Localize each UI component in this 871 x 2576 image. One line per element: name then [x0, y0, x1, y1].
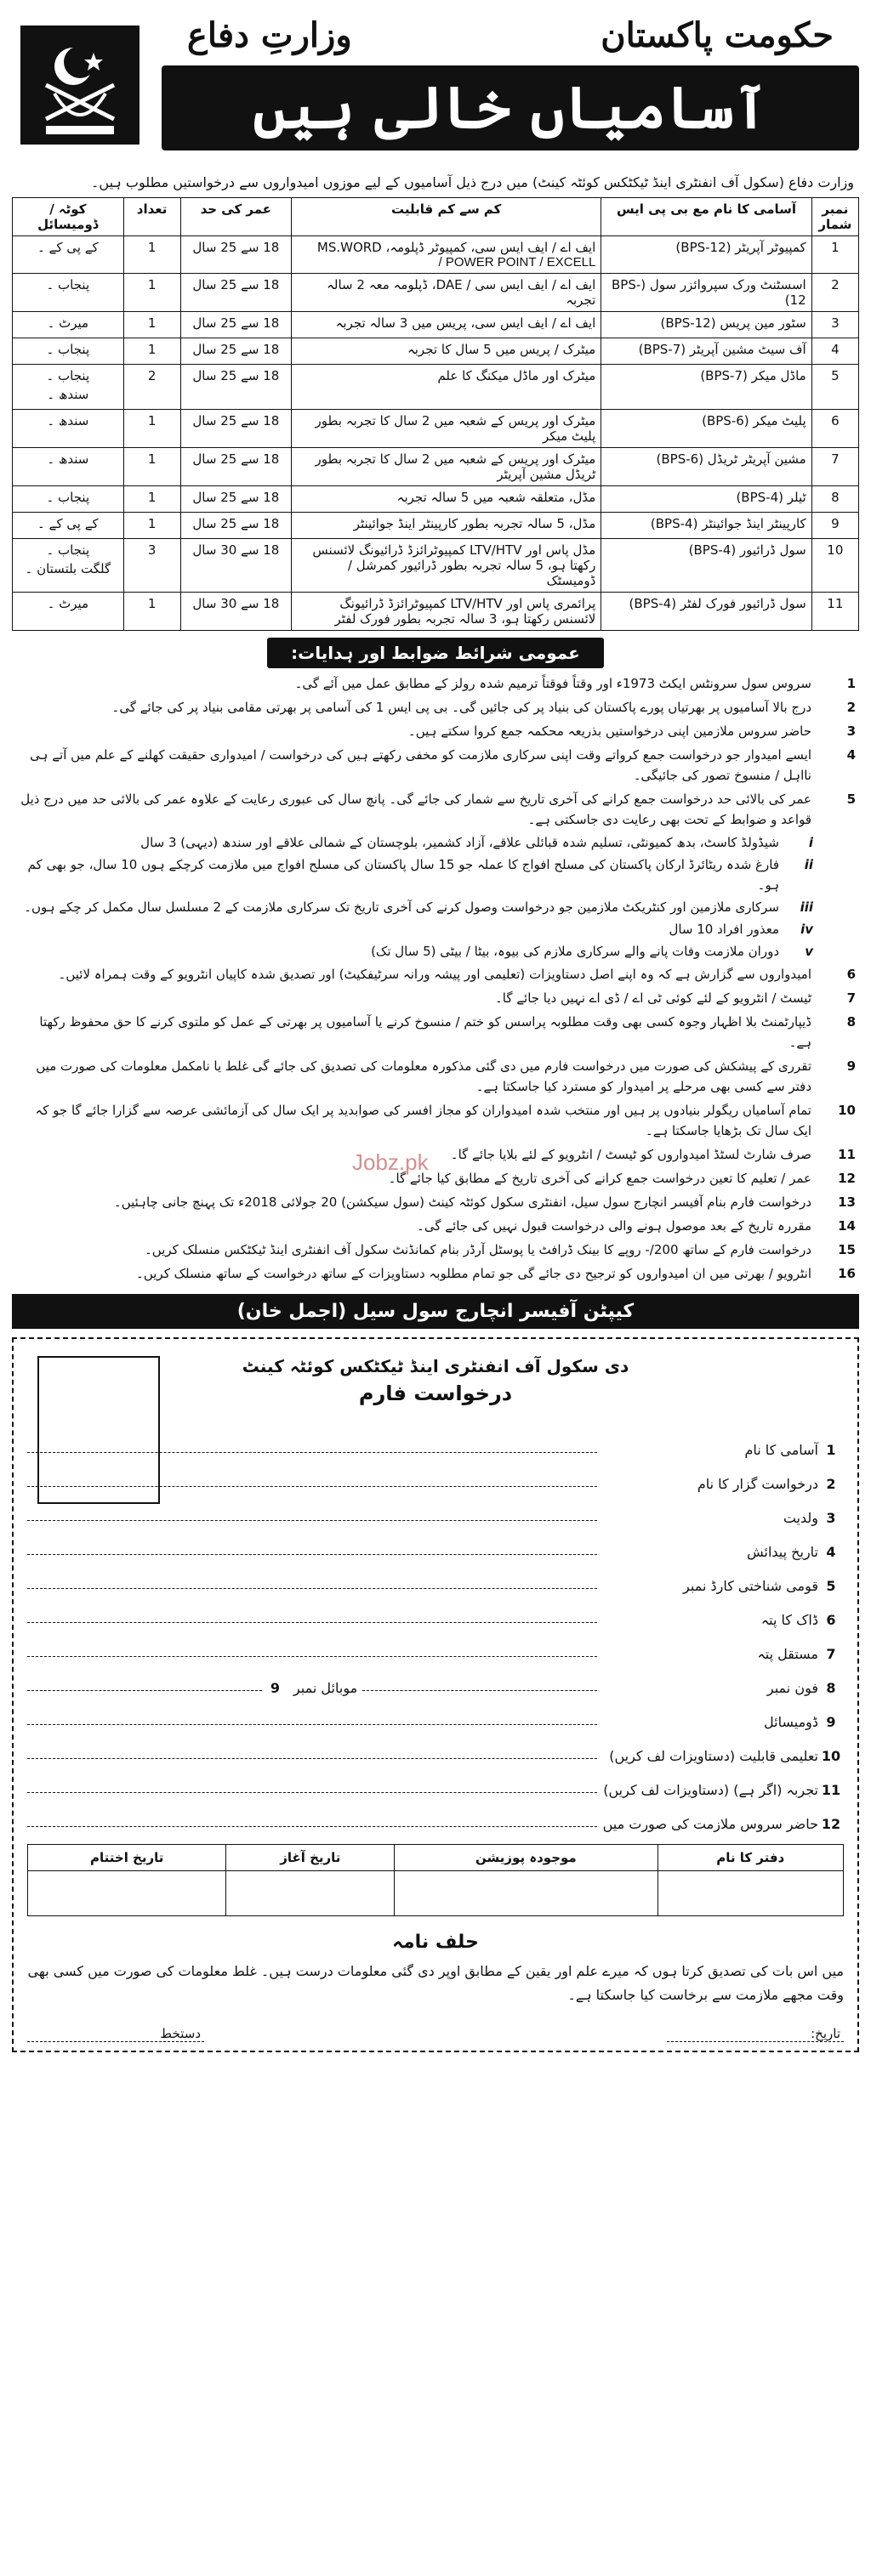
row-quantity: 1 — [123, 448, 180, 486]
service-cell[interactable] — [658, 1871, 844, 1916]
field-label: فون نمبر — [766, 1680, 818, 1696]
domicile-entry: پنجاب ۔ — [46, 368, 90, 383]
row-quantity: 3 — [123, 539, 180, 593]
condition-text: صرف شارٹ لسٹڈ امیدواروں کو ٹیسٹ / انٹرویو کے لئے بلایا جائے گا۔ — [450, 1147, 811, 1162]
condition-item — [12, 1143, 859, 1166]
condition-text: دوران ملازمت وفات پانے والے سرکاری ملازم کی بیوہ، بیٹا / بیٹی (5 سال تک) — [371, 944, 779, 959]
domicile-entry: پنجاب ۔ — [46, 542, 90, 558]
domicile-entry: میرٹ ۔ — [47, 596, 89, 611]
signature-row — [27, 2026, 844, 2042]
mobile-input-line[interactable] — [27, 1689, 262, 1691]
table-row — [13, 448, 859, 486]
qualification-text: ایف اے / ایف ایس سی، پریس میں 3 سالہ تجربہ — [335, 315, 596, 331]
field-number: 8 — [826, 1680, 836, 1696]
row-post-name: ماڈل میکر (BPS-7) — [601, 365, 811, 410]
intro-text: وزارت دفاع (سکول آف انفنٹری اینڈ ٹیکٹکس کوئٹہ کینٹ) میں درج ذیل آسامیوں کے لیے موزوں امیدواروں سے درخواستیں مطلوب ہیں۔ — [91, 174, 854, 190]
conditions-list — [12, 672, 859, 1285]
field-input-line[interactable] — [27, 1723, 597, 1725]
form-field-row — [27, 1764, 844, 1798]
field-input-line[interactable] — [27, 1519, 597, 1521]
row-post-name: سول ڈرائیور فورک لفٹر (BPS-4) — [601, 593, 811, 631]
table-row — [13, 365, 859, 410]
condition-item — [12, 1262, 859, 1285]
government-title: حکومت پاکستان — [601, 15, 834, 55]
row-num: 2 — [811, 274, 858, 312]
row-num: 9 — [811, 513, 858, 539]
field-number: 9 — [826, 1714, 836, 1730]
row-age-limit: 18 سے 25 سال — [180, 338, 292, 365]
qualification-text: میٹرک اور پریس کے شعبہ میں 2 سال کا تجربہ بطور ٹریڈل مشین آپریٹر — [315, 451, 596, 482]
condition-text: درج بالا آسامیوں پر بھرتیاں پورے پاکستان کی بنیاد پر کی جائیں گی۔ بی پی ایس 1 کی آسامی پر بھرتی مقامی بنیاد پر کی جائے گی۔ — [111, 700, 811, 715]
row-age-limit: 18 سے 25 سال — [180, 486, 292, 513]
row-post-name: ٹیلر (BPS-4) — [601, 486, 811, 513]
watermark-text: Jobz.pk — [352, 1149, 429, 1175]
qualification-text: میٹرک اور ماڈل میکنگ کا علم — [437, 368, 596, 383]
row-qualification — [292, 236, 601, 274]
condition-item — [12, 1054, 859, 1098]
table-row — [13, 274, 859, 312]
row-qualification — [292, 274, 601, 312]
table-row — [13, 593, 859, 631]
conditions-title-wrap — [12, 638, 859, 668]
field-label: حاضر سروس ملازمت کی صورت میں — [602, 1816, 818, 1832]
condition-text: امیدواروں سے گزارش ہے کہ وہ اپنے اصل دستاویزات (تعلیمی اور پیشہ ورانہ سرٹیفکیٹ) اور تصدیق شدہ کاپیاں انٹرویو کے وقت ہمراہ لائیں۔ — [58, 967, 811, 982]
vacancies-banner: آسامیاں خالی ہیں — [162, 65, 859, 150]
condition-number: 8 — [846, 1014, 856, 1030]
col-qty-header: تعداد — [123, 198, 180, 236]
row-num: 8 — [811, 486, 858, 513]
condition-item — [12, 695, 859, 719]
table-header-row — [13, 198, 859, 236]
service-col-header: موجودہ پوزیشن — [395, 1845, 658, 1871]
condition-item — [12, 986, 859, 1010]
row-qualification — [292, 448, 601, 486]
condition-text: ٹیسٹ / انٹرویو کے لئے کوئی ٹی اے / ڈی اے نہیں دیا جائے گا۔ — [494, 990, 811, 1006]
form-field-row — [27, 1798, 844, 1832]
condition-number: 6 — [846, 967, 856, 982]
row-domicile — [13, 410, 124, 448]
field-label: قومی شناختی کارڈ نمبر — [683, 1578, 818, 1594]
row-age-limit: 18 سے 25 سال — [180, 410, 292, 448]
condition-text: حاضر سروس ملازمین اپنی درخواستیں بذریعہ محکمہ جمع کروا سکتے ہیں۔ — [407, 723, 811, 739]
condition-number: 12 — [838, 1171, 856, 1186]
row-domicile — [13, 513, 124, 539]
row-post-name: سول ڈرائیور (BPS-4) — [601, 539, 811, 593]
col-age-header: عمر کی حد — [180, 198, 292, 236]
condition-item — [12, 1010, 859, 1054]
row-qualification — [292, 338, 601, 365]
row-domicile — [13, 338, 124, 365]
qualification-text: پرائمری پاس اور LTV/HTV کمپیوٹرائزڈ ڈرائیونگ لائسنس رکھتا ہو، 3 سالہ تجربہ بطور فورک لفٹر — [334, 596, 596, 627]
condition-text: سرکاری ملازمین اور کنٹریکٹ ملازمین جو درخواست وصول کرنے کی آخری تاریخ تک سرکاری ملازمت کے 2 مسلسل سال مکمل کر چکے ہوں۔ — [24, 899, 779, 915]
row-age-limit: 18 سے 25 سال — [180, 448, 292, 486]
condition-number: 7 — [846, 990, 856, 1006]
row-domicile — [13, 312, 124, 338]
domicile-entry: سندھ ۔ — [47, 387, 89, 402]
service-col-header: تاریخ اختتام — [28, 1845, 226, 1871]
condition-number: 14 — [838, 1218, 856, 1234]
table-row — [13, 513, 859, 539]
condition-text: انٹرویو / بھرتی میں ان امیدواروں کو ترجیح دی جائے گی جو تمام مطلوبہ دستاویزات کے ساتھ درخواست کے ساتھ منسلک کریں۔ — [136, 1266, 811, 1281]
domicile-entry: گلگت بلتستان ۔ — [25, 561, 111, 576]
form-field-row — [27, 1662, 844, 1696]
table-row — [13, 486, 859, 513]
form-field-row — [27, 1526, 844, 1560]
condition-item — [12, 672, 859, 695]
form-field-row — [27, 1730, 844, 1764]
row-domicile — [13, 539, 124, 593]
field-input-line[interactable] — [27, 1621, 597, 1623]
row-domicile — [13, 593, 124, 631]
condition-item — [12, 962, 859, 986]
domicile-entry: پنجاب ۔ — [46, 490, 90, 505]
qualification-text: مڈل، متعلقہ شعبہ میں 5 سالہ تجربہ — [396, 490, 596, 505]
service-cell[interactable] — [226, 1871, 395, 1916]
header — [12, 10, 859, 167]
date-field[interactable]: تاریخ: — [667, 2026, 844, 2042]
row-age-limit: 18 سے 25 سال — [180, 274, 292, 312]
condition-number: 4 — [846, 747, 856, 763]
field-input-line[interactable] — [27, 1757, 597, 1759]
condition-number: iii — [800, 899, 813, 915]
field-number: 7 — [826, 1646, 836, 1662]
condition-text: عمر کی بالائی حد درخواست جمع کرانے کی آخری تاریخ سے شمار کی جائے گی۔ پانچ سال کی عبوری رعایت کے علاوہ عمر کی بالائی حد میں درج ذیل قواعد و ضوابط کے تحت بھی رعایت دی جاسکتی ہے۔ — [20, 792, 811, 827]
condition-number: 16 — [838, 1266, 856, 1281]
form-field-row — [27, 1594, 844, 1628]
row-age-limit: 18 سے 25 سال — [180, 365, 292, 410]
advertisement-page — [12, 10, 859, 2566]
condition-item — [12, 1214, 859, 1238]
condition-text: فارغ شدہ ریٹائرڈ ارکان پاکستان کی مسلح افواج کا عملہ جو 15 سال پاکستان کی مسلح افواج میں ملازمت کرچکے ہوں 10 سال، جو بھی کم ہو۔ — [27, 857, 779, 893]
domicile-entry: میرٹ ۔ — [47, 315, 89, 331]
qualification-en-text: / POWER POINT / EXCELL — [438, 255, 596, 270]
qualification-text: مڈل، 5 سالہ تجربہ بطور کارپینٹر اینڈ جوائینٹر — [353, 516, 596, 531]
row-quantity: 1 — [123, 236, 180, 274]
form-title: درخواست فارم — [358, 1382, 513, 1405]
condition-number: 10 — [838, 1103, 856, 1118]
service-table-header — [28, 1845, 844, 1871]
row-age-limit: 18 سے 25 سال — [180, 312, 292, 338]
row-qualification — [292, 312, 601, 338]
table-row — [13, 236, 859, 274]
condition-item — [12, 918, 817, 940]
condition-text: تمام آسامیاں ریگولر بنیادوں پر ہیں اور منتخب شدہ امیدواران کو مجاز افسر کی صوابدید پر ایک سال کی آزمائشی عرصہ سے گزارا جائے گا جو کہ ایک سال تک بڑھایا جاسکتا ہے۔ — [35, 1103, 811, 1138]
row-num: 5 — [811, 365, 858, 410]
row-post-name: مشین آپریٹر ٹریڈل (BPS-6) — [601, 448, 811, 486]
header-titles — [162, 15, 859, 150]
mobile-prefix: 9 — [270, 1680, 280, 1696]
qualification-text: میٹرک اور پریس کے شعبہ میں 2 سال کا تجربہ بطور پلیٹ میکر — [315, 413, 596, 444]
qualification-text: ایف اے / ایف ایس سی / DAE، ڈپلومہ معہ 2 سالہ تجربہ — [327, 277, 596, 308]
condition-number: 13 — [838, 1194, 856, 1210]
condition-text: درخواست فارم بنام آفیسر انچارج سول سیل، انفنٹری سکول کوئٹہ کینٹ (سول سیکشن) 20 جولائی 2018ء تک پہنچ جانی چاہئیں۔ — [113, 1194, 811, 1210]
row-qualification — [292, 486, 601, 513]
field-number: 4 — [826, 1544, 836, 1560]
condition-number: 9 — [846, 1058, 856, 1074]
condition-item — [12, 896, 817, 918]
row-age-limit: 18 سے 30 سال — [180, 539, 292, 593]
row-qualification — [292, 410, 601, 448]
row-age-limit: 18 سے 25 سال — [180, 236, 292, 274]
conditions-title: عمومی شرائط ضوابط اور ہدایات: — [267, 638, 604, 668]
field-input-line[interactable] — [27, 1825, 597, 1827]
condition-text: شیڈولڈ کاسٹ، بدھ کمیونٹی، تسلیم شدہ قبائلی علاقے، آزاد کشمیر، بلوچستان کے شمالی علاقے اور سندھ (دیہی) 3 سال — [140, 835, 779, 850]
captain-signature-bar: کیپٹن آفیسر انچارج سول سیل (اجمل خان) — [12, 1294, 859, 1329]
row-domicile — [13, 236, 124, 274]
field-input-line[interactable] — [27, 1587, 597, 1589]
condition-text: ایسے امیدوار جو درخواست جمع کرواتے وقت اپنی سرکاری ملازمت کو مخفی رکھتے ہیں کی درخواست / امیدواری حقیقت کھلنے کے علم میں آتے ہی نااہل / منسوخ تصور کی جائیگی۔ — [30, 747, 811, 783]
row-post-name: کمپیوٹر آپریٹر (BPS-12) — [601, 236, 811, 274]
domicile-entry: سندھ ۔ — [47, 451, 89, 467]
row-num: 6 — [811, 410, 858, 448]
condition-number: 1 — [846, 676, 856, 691]
row-num: 10 — [811, 539, 858, 593]
row-quantity: 1 — [123, 410, 180, 448]
condition-number: ii — [804, 857, 813, 872]
row-age-limit: 18 سے 30 سال — [180, 593, 292, 631]
condition-number: i — [808, 835, 813, 850]
condition-item — [12, 1166, 859, 1190]
table-row — [13, 312, 859, 338]
row-quantity: 1 — [123, 338, 180, 365]
condition-number: iv — [800, 922, 813, 937]
form-field-row — [27, 1628, 844, 1662]
col-num-header: نمبر شمار — [811, 198, 858, 236]
row-num: 11 — [811, 593, 858, 631]
field-number: 5 — [826, 1578, 836, 1594]
condition-text: درخواست فارم کے ساتھ 200/- روپے کا بینک ڈرافٹ یا پوسٹل آرڈر بنام کمانڈنٹ سکول آف انفنٹری اینڈ ٹیکٹکس منسلک کریں۔ — [144, 1242, 811, 1257]
field-label: آسامی کا نام — [744, 1442, 818, 1458]
field-number: 12 — [821, 1816, 841, 1832]
form-field-row — [27, 1696, 844, 1730]
row-age-limit: 18 سے 25 سال — [180, 513, 292, 539]
condition-text: تقرری کے پیشکش کی صورت میں درخواست فارم میں دی گئی مذکورہ معلومات کی تصدیق کی جائے گی غلط یا نامکمل معلومات کی صورت میں دفتر سے کسی بھی مرحلے پر امیدوار کو مسترد کیا جاسکتا ہے۔ — [36, 1058, 811, 1094]
condition-item — [12, 743, 859, 787]
condition-item — [12, 1190, 859, 1214]
service-table-row — [28, 1871, 844, 1916]
table-row — [13, 539, 859, 593]
condition-item — [12, 854, 817, 896]
army-emblem-icon — [20, 26, 139, 145]
domicile-entry: کے پی کے ۔ — [37, 516, 99, 531]
field-label: ڈاک کا پتہ — [760, 1612, 818, 1628]
qualification-text: میٹرک / پریس میں 5 سال کا تجربہ — [407, 342, 596, 357]
service-cell[interactable] — [28, 1871, 226, 1916]
col-domicile-header: کوٹہ / ڈومیسائل — [13, 198, 124, 236]
field-label: مستقل پتہ — [757, 1646, 818, 1662]
row-qualification — [292, 539, 601, 593]
row-quantity: 1 — [123, 513, 180, 539]
condition-text: سروس سول سرونٹس ایکٹ 1973ء اور وقتاً فوقتاً ترمیم شدہ رولز کے مطابق عمل میں آئے گی۔ — [294, 676, 811, 691]
affidavit-title: حلف نامہ — [392, 1932, 479, 1953]
condition-item — [12, 1238, 859, 1262]
field-label: تاریخ پیدائش — [747, 1544, 818, 1560]
table-body — [13, 236, 859, 631]
ministry-title: وزارتِ دفاع — [187, 15, 352, 55]
row-qualification — [292, 593, 601, 631]
condition-item — [12, 787, 859, 831]
row-domicile — [13, 448, 124, 486]
domicile-entry: سندھ ۔ — [47, 413, 89, 428]
field-label: ولدیت — [783, 1510, 818, 1526]
service-table — [27, 1844, 844, 1916]
photo-box — [37, 1356, 160, 1504]
qualification-text: ایف اے / ایف ایس سی، کمپیوٹر ڈپلومہ، MS.WORD — [316, 240, 596, 255]
affidavit-text: میں اس بات کی تصدیق کرتا ہوں کہ میرے علم اور یقین کے مطابق اوپر دی گئی معلومات درست ہیں۔ غلط معلومات کی صورت میں کسی بھی وقت مجھے ملازمت سے برخاست کیا جاسکتا ہے۔ — [27, 1963, 844, 2003]
row-num: 4 — [811, 338, 858, 365]
row-quantity: 1 — [123, 486, 180, 513]
phone-input-line[interactable] — [362, 1689, 597, 1691]
condition-number: 11 — [838, 1147, 856, 1162]
form-field-row — [27, 1560, 844, 1594]
field-input-line[interactable] — [27, 1791, 597, 1793]
row-domicile — [13, 274, 124, 312]
domicile-entry: کے پی کے ۔ — [37, 240, 99, 255]
condition-text: عمر / تعلیم کا تعین درخواست جمع کرانے کی آخری تاریخ کے مطابق کیا جائے گا۔ — [388, 1171, 811, 1186]
field-label: درخواست گزار کا نام — [697, 1476, 818, 1492]
row-qualification — [292, 365, 601, 410]
domicile-entry: پنجاب ۔ — [46, 342, 90, 357]
condition-number: v — [805, 944, 813, 959]
army-emblem-logo — [20, 26, 139, 145]
row-num: 3 — [811, 312, 858, 338]
table-row — [13, 338, 859, 365]
service-cell[interactable] — [395, 1871, 658, 1916]
row-quantity: 2 — [123, 365, 180, 410]
row-num: 7 — [811, 448, 858, 486]
row-post-name: پلیٹ میکر (BPS-6) — [601, 410, 811, 448]
qualification-text: مڈل پاس اور LTV/HTV کمپیوٹرائزڈ ڈرائیونگ لائسنس رکھتا ہو، 5 سالہ تجربہ بطور ڈرائیور کمرشل / ڈومیسٹک — [312, 542, 596, 588]
vacancies-table — [12, 197, 859, 631]
service-col-header: دفتر کا نام — [658, 1845, 844, 1871]
field-label: تجربہ (اگر ہے) (دستاویزات لف کریں) — [603, 1782, 818, 1798]
condition-text: ڈیپارٹمنٹ بلا اظہار وجوہ کسی بھی وقت مطلوبہ پراسس کو ختم / منسوخ کرنے یا آسامیوں پر بھرتی کے عمل کو ملتوی کرنے کا حق محفوظ رکھتا ہے۔ — [39, 1014, 811, 1050]
condition-text: معذور افراد 10 سال — [669, 922, 779, 937]
form-school-name: دی سکول آف انفنٹری اینڈ ٹیکٹکس کوئٹہ کینٹ — [242, 1356, 629, 1376]
field-number: 6 — [826, 1612, 836, 1628]
col-qual-header: کم سے کم قابلیت — [292, 198, 601, 236]
table-row — [13, 410, 859, 448]
row-quantity: 1 — [123, 274, 180, 312]
mobile-label: موبائل نمبر — [293, 1680, 358, 1696]
service-col-header: تاریخ آغاز — [226, 1845, 395, 1871]
condition-item — [12, 831, 817, 854]
condition-item — [12, 940, 817, 962]
row-post-name: کارپینٹر اینڈ جوائینٹر (BPS-4) — [601, 513, 811, 539]
condition-item — [12, 1098, 859, 1143]
field-input-line[interactable] — [27, 1553, 597, 1555]
condition-item — [12, 719, 859, 743]
condition-text: مقررہ تاریخ کے بعد موصول ہونے والی درخواست قبول نہیں کی جائے گی۔ — [417, 1218, 811, 1234]
row-quantity: 1 — [123, 593, 180, 631]
application-form — [12, 1337, 859, 2052]
row-post-name: اسسٹنٹ ورک سپروائزر سول (BPS-12) — [601, 274, 811, 312]
field-label: تعلیمی قابلیت (دستاویزات لف کریں) — [609, 1748, 818, 1764]
condition-number: 3 — [846, 723, 856, 739]
field-label: ڈومیسائل — [764, 1714, 818, 1730]
row-qualification — [292, 513, 601, 539]
condition-number: 15 — [838, 1242, 856, 1257]
field-number: 2 — [826, 1476, 836, 1492]
field-number: 3 — [826, 1510, 836, 1526]
title-row — [162, 15, 859, 55]
field-number: 1 — [826, 1442, 836, 1458]
signature-field[interactable]: دستخط — [27, 2026, 204, 2042]
field-number: 10 — [821, 1748, 841, 1764]
condition-number: 5 — [846, 792, 856, 807]
field-input-line[interactable] — [27, 1655, 597, 1657]
col-name-header: آسامی کا نام مع بی پی ایس — [601, 198, 811, 236]
row-num: 1 — [811, 236, 858, 274]
row-domicile — [13, 486, 124, 513]
row-post-name: آف سیٹ مشین آپریٹر (BPS-7) — [601, 338, 811, 365]
row-quantity: 1 — [123, 312, 180, 338]
row-domicile — [13, 365, 124, 410]
field-number: 11 — [821, 1782, 841, 1798]
condition-number: 2 — [846, 700, 856, 715]
row-post-name: سٹور مین پریس (BPS-12) — [601, 312, 811, 338]
domicile-entry: پنجاب ۔ — [46, 277, 90, 292]
